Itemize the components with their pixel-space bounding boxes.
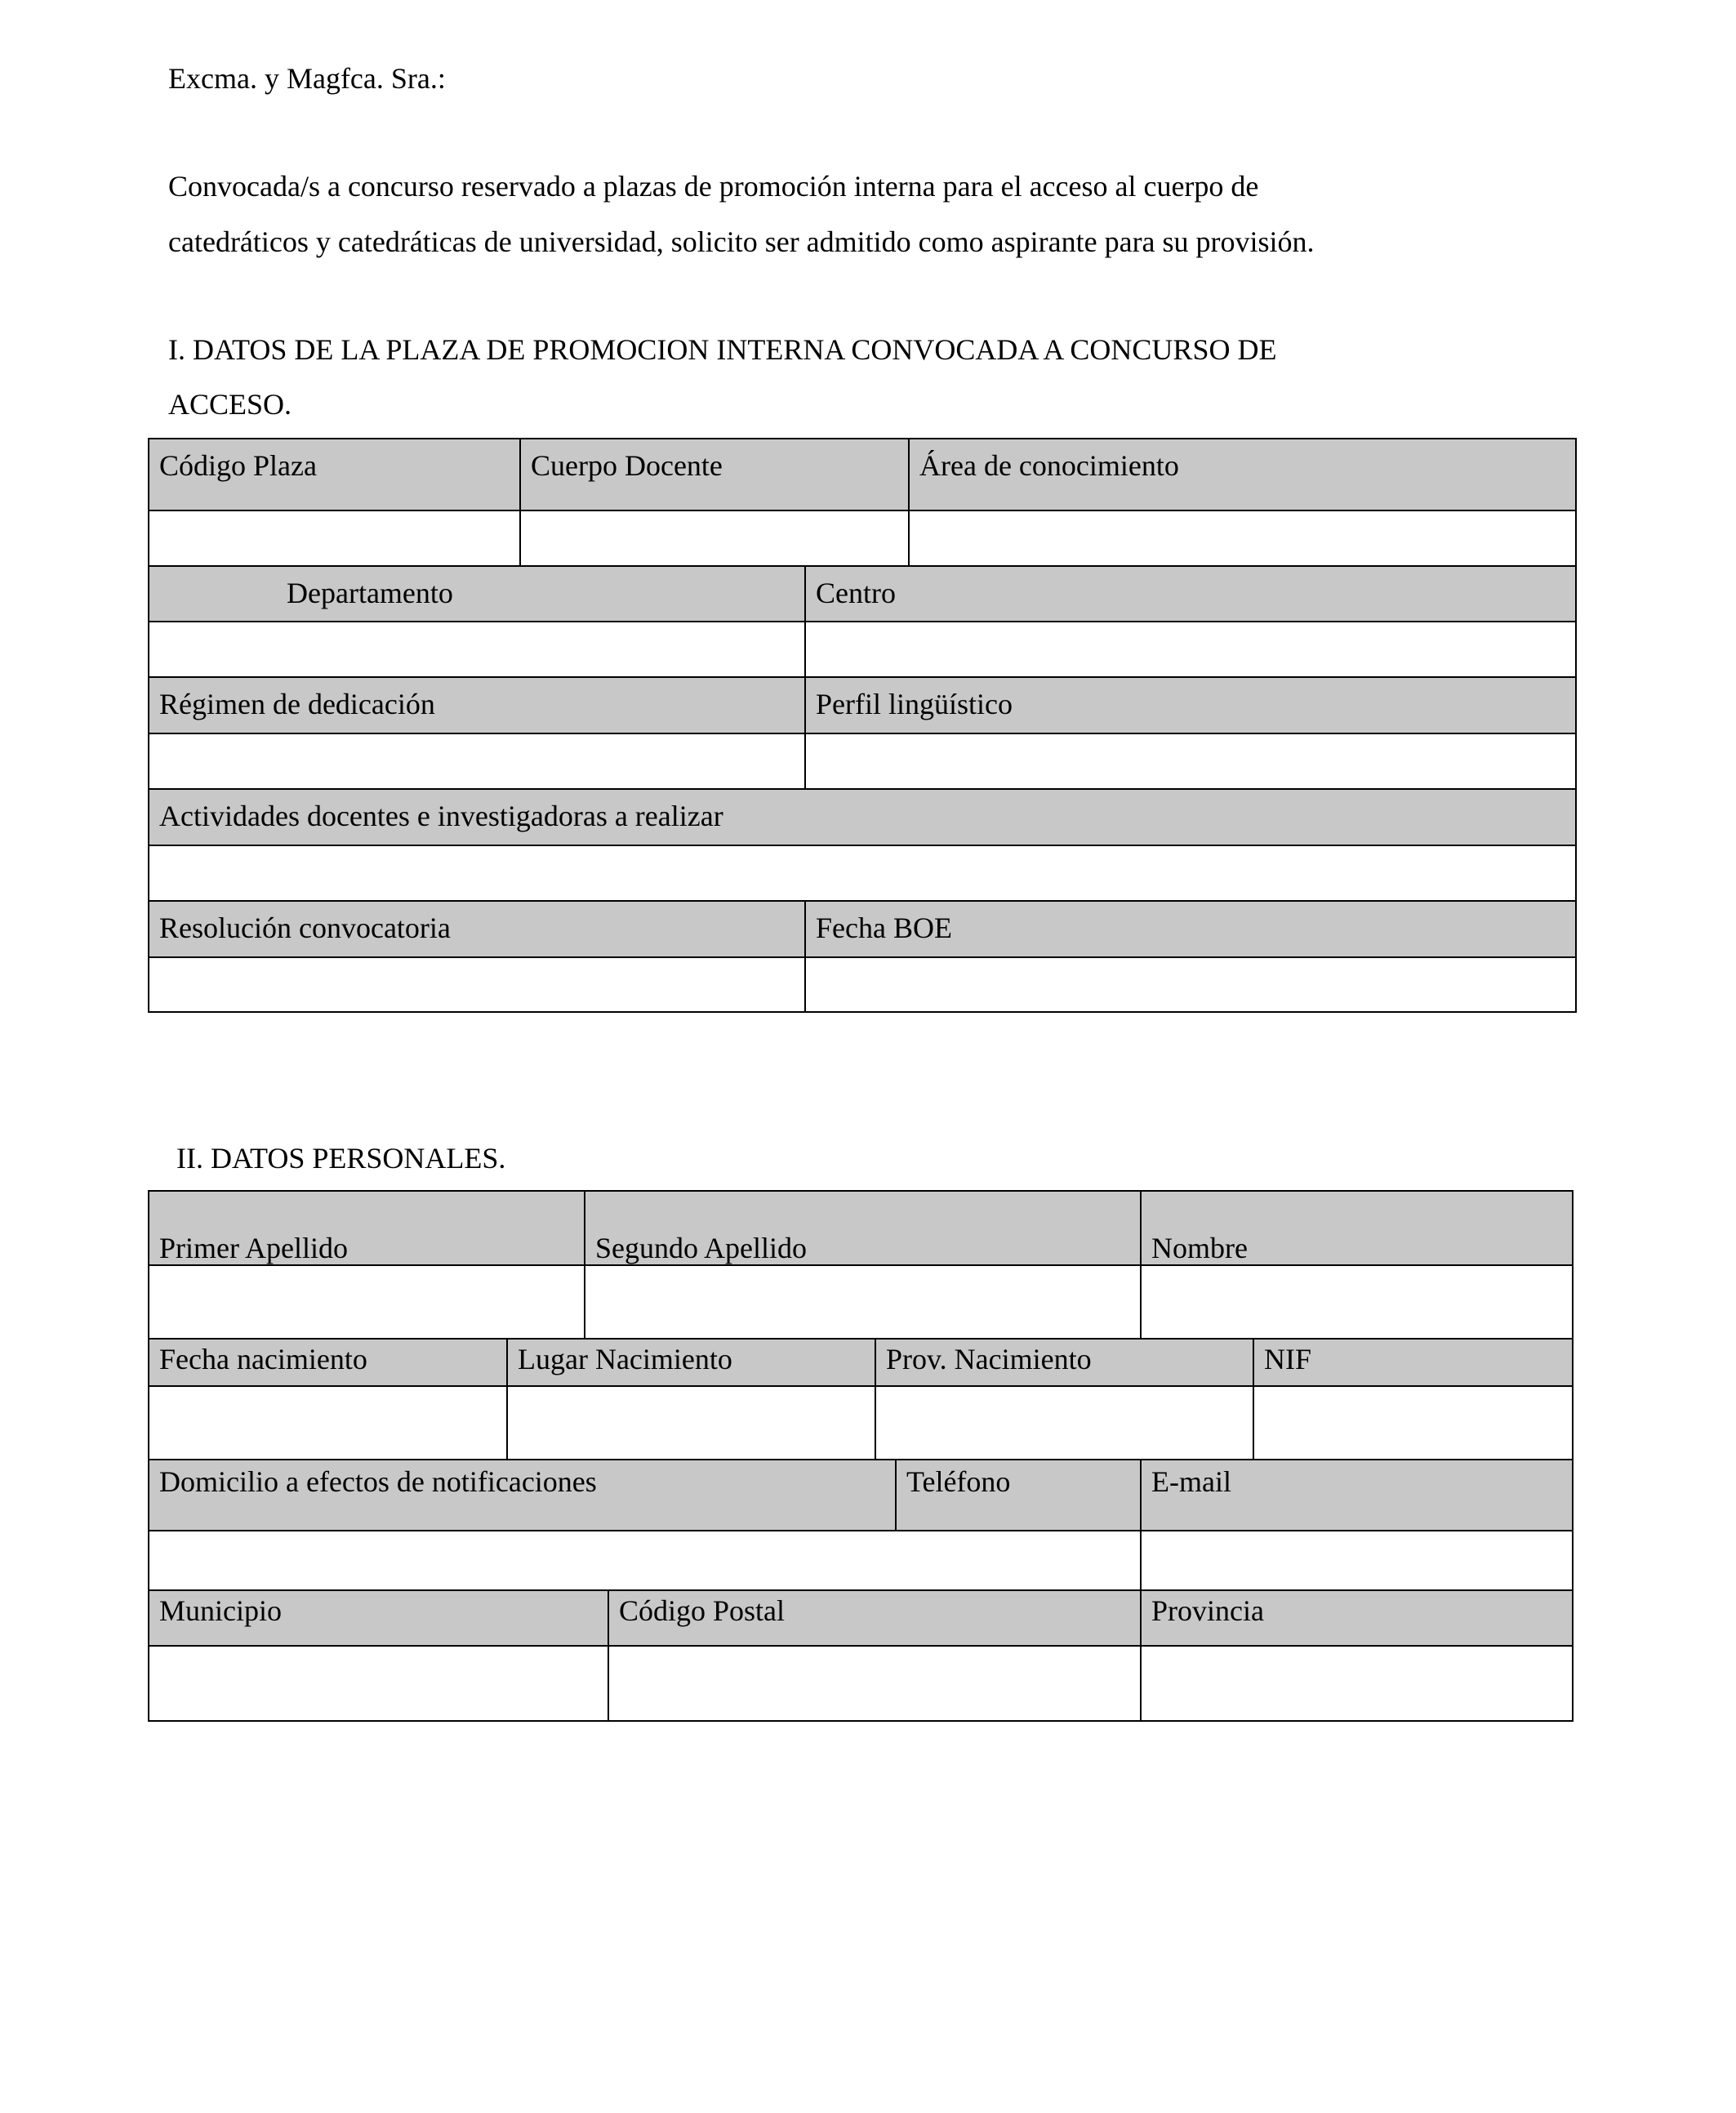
intro-line-2: catedráticos y catedráticas de universidad, solicito ser admitido como aspirante para su provisión. — [168, 225, 1315, 258]
perfil-field[interactable] — [806, 734, 1575, 790]
nif-field[interactable] — [1254, 1387, 1572, 1460]
salutation: Excma. y Magfca. Sra.: — [168, 62, 446, 95]
area-conocimiento-field[interactable] — [910, 511, 1575, 567]
domicilio-label: Domicilio a efectos de notificaciones — [149, 1460, 897, 1531]
primer-apellido-field[interactable] — [149, 1266, 585, 1340]
provincia-label: Provincia — [1142, 1591, 1572, 1647]
fecha-nacimiento-label: Fecha nacimiento — [149, 1340, 508, 1387]
fecha-nacimiento-field[interactable] — [149, 1387, 508, 1460]
personal-form — [148, 1190, 1574, 1722]
resolucion-field[interactable] — [149, 958, 806, 1011]
email-label: E-mail — [1142, 1460, 1572, 1531]
actividades-field[interactable] — [149, 846, 1575, 902]
departamento-field[interactable] — [149, 622, 806, 678]
nif-label: NIF — [1254, 1340, 1572, 1387]
nombre-field[interactable] — [1142, 1266, 1572, 1340]
codigo-postal-label: Código Postal — [609, 1591, 1142, 1647]
section1-title-line-1: I. DATOS DE LA PLAZA DE PROMOCION INTERNA CONVOCADA A CONCURSO DE — [168, 333, 1277, 366]
primer-apellido-label: Primer Apellido — [149, 1192, 585, 1266]
regimen-field[interactable] — [149, 734, 806, 790]
intro-line-1: Convocada/s a concurso reservado a plazas de promoción interna para el acceso al cuerpo de — [168, 170, 1259, 203]
segundo-apellido-field[interactable] — [585, 1266, 1142, 1340]
codigo-plaza-label: Código Plaza — [149, 439, 521, 511]
municipio-label: Municipio — [149, 1591, 609, 1647]
area-conocimiento-label: Área de conocimiento — [910, 439, 1575, 511]
telefono-label: Teléfono — [897, 1460, 1142, 1531]
departamento-label: Departamento — [149, 567, 806, 622]
plaza-form — [148, 438, 1577, 1013]
nombre-label: Nombre — [1142, 1192, 1572, 1266]
centro-label: Centro — [806, 567, 1575, 622]
fecha-boe-label: Fecha BOE — [806, 902, 1575, 958]
resolucion-label: Resolución convocatoria — [149, 902, 806, 958]
segundo-apellido-label: Segundo Apellido — [585, 1192, 1142, 1266]
domicilio-field[interactable] — [149, 1531, 1142, 1591]
actividades-label: Actividades docentes e investigadoras a realizar — [149, 790, 1575, 846]
lugar-nacimiento-label: Lugar Nacimiento — [508, 1340, 876, 1387]
lugar-nacimiento-field[interactable] — [508, 1387, 876, 1460]
email-field[interactable] — [1142, 1531, 1572, 1591]
cuerpo-docente-field[interactable] — [521, 511, 910, 567]
section1-title-line-2: ACCESO. — [168, 388, 292, 421]
cuerpo-docente-label: Cuerpo Docente — [521, 439, 910, 511]
perfil-label: Perfil lingüístico — [806, 678, 1575, 734]
codigo-plaza-field[interactable] — [149, 511, 521, 567]
centro-field[interactable] — [806, 622, 1575, 678]
fecha-boe-field[interactable] — [806, 958, 1575, 1011]
municipio-field[interactable] — [149, 1647, 609, 1720]
codigo-postal-field[interactable] — [609, 1647, 1142, 1720]
prov-nacimiento-label: Prov. Nacimiento — [876, 1340, 1254, 1387]
regimen-label: Régimen de dedicación — [149, 678, 806, 734]
section2-title: II. DATOS PERSONALES. — [176, 1142, 506, 1175]
provincia-field[interactable] — [1142, 1647, 1572, 1720]
prov-nacimiento-field[interactable] — [876, 1387, 1254, 1460]
